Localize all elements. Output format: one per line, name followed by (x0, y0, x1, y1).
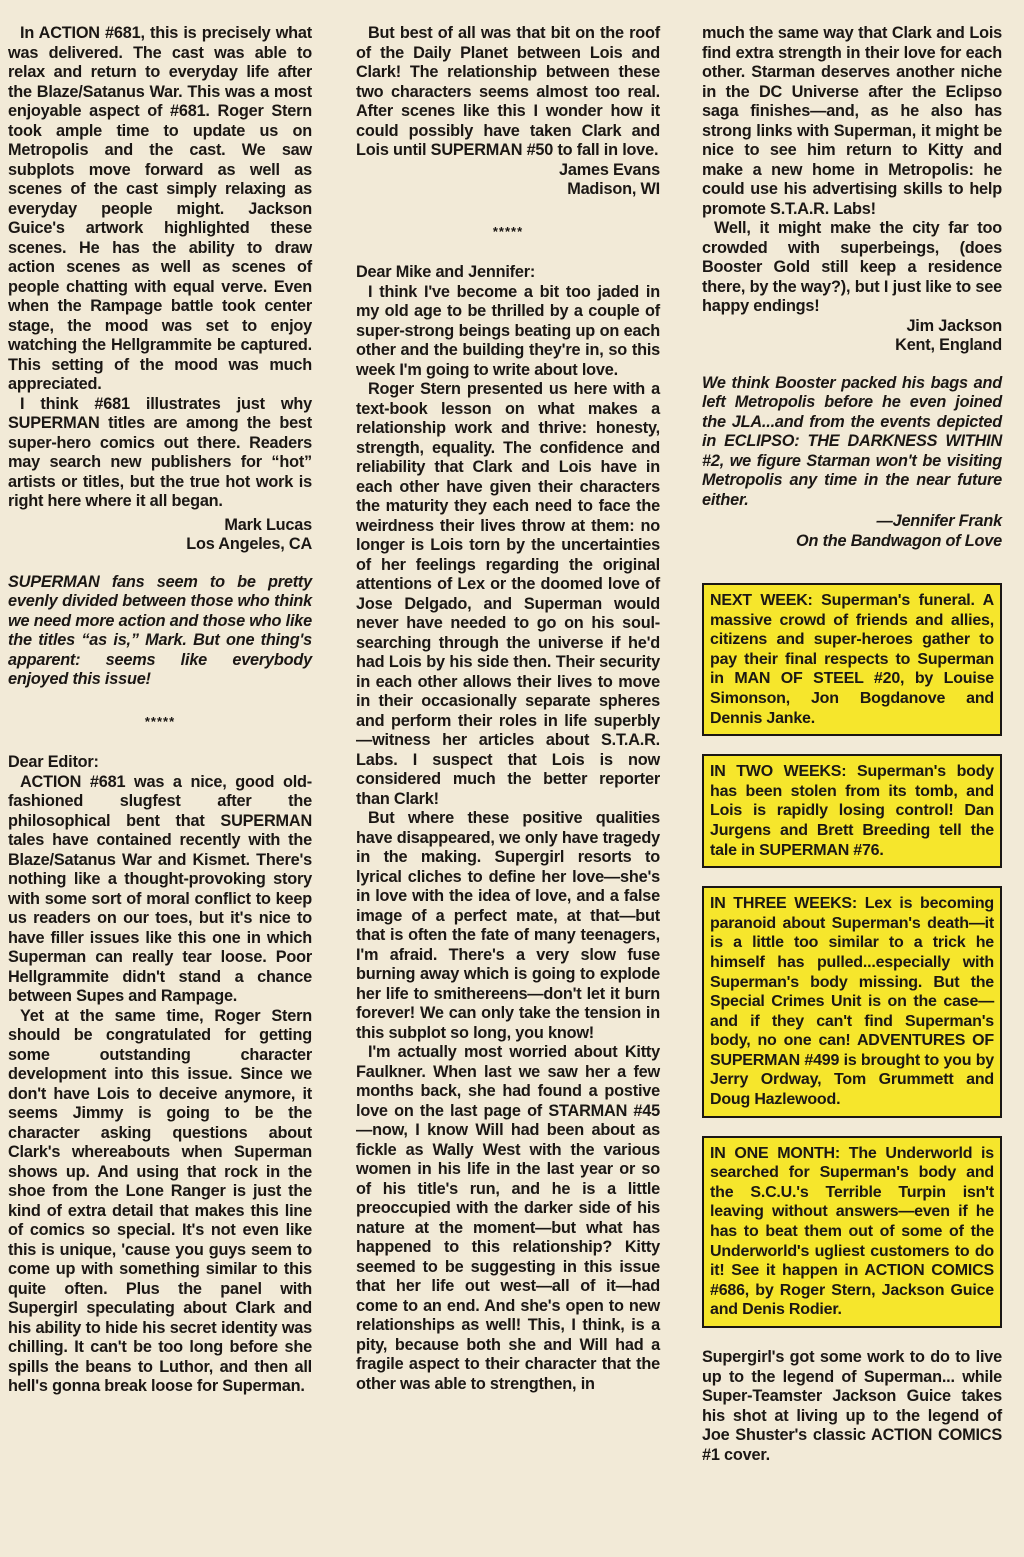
signature-name: Mark Lucas (224, 515, 312, 534)
one-month-box: IN ONE MONTH: The Underworld is searched for Superman's body and the S.C.U.'s Terrible Turpin isn't leaving without answers—even if he has to beat them out of some of the Underworld's ugliest customers to do it! See it happen in ACTION COMICS #686, by Roger Stern, Jackson Guice and Denis Rodier. (702, 1136, 1002, 1328)
letter-paragraph: But where these positive qualities have disappeared, we only have tragedy in the making. Supergirl resorts to lyrical cliches to define her love—she's in love with the idea of love, and a false image of a perfect mate, at that—but that is often the fate of many teenagers, I'm afraid. There's a very slow fuse burning away which is going to explode her life to smithereens—don't let it burn forever! We can only take the tension in this subplot so long, you know! (356, 809, 660, 1042)
letter-paragraph: But best of all was that bit on the roof of the Daily Planet between Lois and Clark! The relationship between these two characters seems almost too real. After scenes like this I wonder how it could possibly have taken Clark and Lois until SUPERMAN #50 to fall in love. (356, 24, 660, 159)
letter-paragraph: Roger Stern presented us here with a text-book lesson on what makes a relationship work and thrive: honesty, strength, equality. The confidence and reliability that Clark and Lois have in each other have given their characters the maturity they each need to face the weirdness their lives throw at them: no longer is Lois torn by the uncertainties of her feelings regarding the original attentions of Lex or the doomed love of Jose Delgado, and Superman would never have needed to go on his soul-searching through the universe if he'd had Lois by his side then. Their security in each other allows their lives to move in their occasionally separate spheres and perform their roles in life superbly—witness her articles about S.T.A.R. Labs. I suspect that Lois is now considered much the better reporter than Clark! (356, 380, 660, 808)
letter-paragraph: I'm actually most worried about Kitty Faulkner. When last we saw her a few months back, she had found a postive love on the last page of STARMAN #45—now, I know Will had been about as fickle as Wally West with the various women in his life in the last year or so of his title's run, and he is a little preoccupied with the darker side of his nature at the moment—but what has happened to this relationship? Kitty seemed to be suggesting in this issue that her life out west—all of it—had come to an end. And she's open to new relationships as well! This, I think, is a pity, because both she and Will had a fragile aspect to their character that the other was able to strengthen, in (356, 1043, 660, 1393)
next-week-box: NEXT WEEK: Superman's funeral. A massive crowd of friends and allies, citizens and super-heroes gather to pay their final respects to Superman in MAN OF STEEL #20, by Louise Simonson, Jon Bogdanove and Dennis Janke. (702, 583, 1002, 736)
signature-place: Kent, England (895, 336, 1002, 354)
closing-note: Supergirl's got some work to do to live up to the legend of Superman... while Super-Teamster Jackson Guice takes his shot at living up to the legend of Joe Shuster's classic ACTION COMICS #1 cover. (702, 1348, 1002, 1464)
salutation: Dear Editor: (8, 753, 99, 771)
column-2 (356, 24, 660, 1394)
letter-paragraph: Yet at the same time, Roger Stern should be congratulated for getting some outstanding character development into this issue. Since we don't have Lois to deceive anymore, it seems Jimmy is going to be the character asking questions about Clark's whereabouts when Superman shows up. And using that rock in the shoe from the Lone Ranger is just the kind of extra detail that makes this line of comics so special. It's not even like this is unique, 'cause you guys seem to come up with something similar to this quite often. Plus the panel with Supergirl speculating about Clark and his ability to hide his secret identity was chilling. It can't be too long before she spills the beans to Luthor, and then all hell's gonna break loose for Superman. (8, 1006, 312, 1395)
editor-reply: We think Booster packed his bags and left Metropolis before he even joined the JLA...and from the events depicted in ECLIPSO: THE DARKNESS WITHIN #2, we figure Starman won't be visiting Metropolis any time in the near future either. (702, 373, 1002, 509)
separator: ***** (492, 223, 524, 239)
letter-paragraph: much the same way that Clark and Lois find extra strength in their love for each other. Starman deserves another niche in the DC Universe after the Eclipso saga finishes—and, as he also has strong links with Superman, it might be nice to see him return to Kitty and make a new home in Metropolis: he could use his advertising skills to help promote S.T.A.R. Labs! (702, 24, 1002, 218)
letter-paragraph: ACTION #681 was a nice, good old-fashioned slugfest after the philosophical bent that SUPERMAN tales have contained recently with the Blaze/Satanus War and Kismet. There's nothing like a thought-provoking story with some sort of moral conflict to keep us readers on our toes, but it's nice to have filler issues like this one in which Superman can really tear loose. Poor Hellgrammite didn't stand a chance between Supes and Rampage. (8, 772, 312, 1005)
column-1 (8, 24, 312, 1397)
separator: ***** (144, 713, 176, 729)
three-weeks-box: IN THREE WEEKS: Lex is becoming paranoid about Superman's death—it is a little too similar to a trick he himself has pulled...especially with Superman's body missing. But the Special Crimes Unit is on the case—and if they can't find Superman's body, no one can! ADVENTURES OF SUPERMAN #499 is brought to you by Jerry Ordway, Tom Grummett and Doug Hazlewood. (702, 886, 1002, 1118)
editor-reply: SUPERMAN fans seem to be pretty evenly divided between those who think we need more action and those who like the titles “as is,” Mark. But one thing's apparent: seems like everybody enjoyed this issue! (8, 572, 312, 688)
signature-place: Los Angeles, CA (186, 535, 312, 553)
salutation: Dear Mike and Jennifer: (356, 263, 536, 281)
letter-paragraph: I think I've become a bit too jaded in my old age to be thrilled by a couple of super-strong beings beating up on each other and the building they're in, so this week I'm going to write about love. (356, 282, 660, 379)
letter-paragraph: I think #681 illustrates just why SUPERMAN titles are among the best super-hero comics out there. Readers may search new publishers for “hot” artists or titles, but the true hot work is right here where it all began. (8, 394, 312, 510)
letter-paragraph: In ACTION #681, this is precisely what was delivered. The cast was able to relax and return to everyday life after the Blaze/Satanus War. This was a most enjoyable aspect of #681. Roger Stern took ample time to update us on Metropolis and the cast. We saw subplots move forward as well as scenes of the cast simply relaxing as everyday people might. Jackson Guice's artwork highlighted these scenes. He has the ability to draw action scenes as well as scenes of people chatting with equal verve. Even when the Rampage battle took center stage, the mood was set to enjoy watching the Hellgrammite be captured. This setting of the mood was much appreciated. (8, 24, 312, 393)
two-weeks-box: IN TWO WEEKS: Superman's body has been stolen from its tomb, and Lois is rapidly losing control! Dan Jurgens and Brett Breeding tell the tale in SUPERMAN #76. (702, 754, 1002, 868)
letter-paragraph: Well, it might make the city far too crowded with superbeings, (does Booster Gold still keep a residence there, by the way?), but I just like to see happy endings! (702, 219, 1002, 315)
signature-place: Madison, WI (567, 180, 660, 198)
signature-name: Jim Jackson (906, 316, 1002, 335)
signature-name: James Evans (559, 160, 660, 179)
column-3 (702, 24, 1002, 1465)
reply-signature-title: On the Bandwagon of Love (796, 531, 1002, 550)
reply-signature: —Jennifer Frank (876, 512, 1002, 530)
